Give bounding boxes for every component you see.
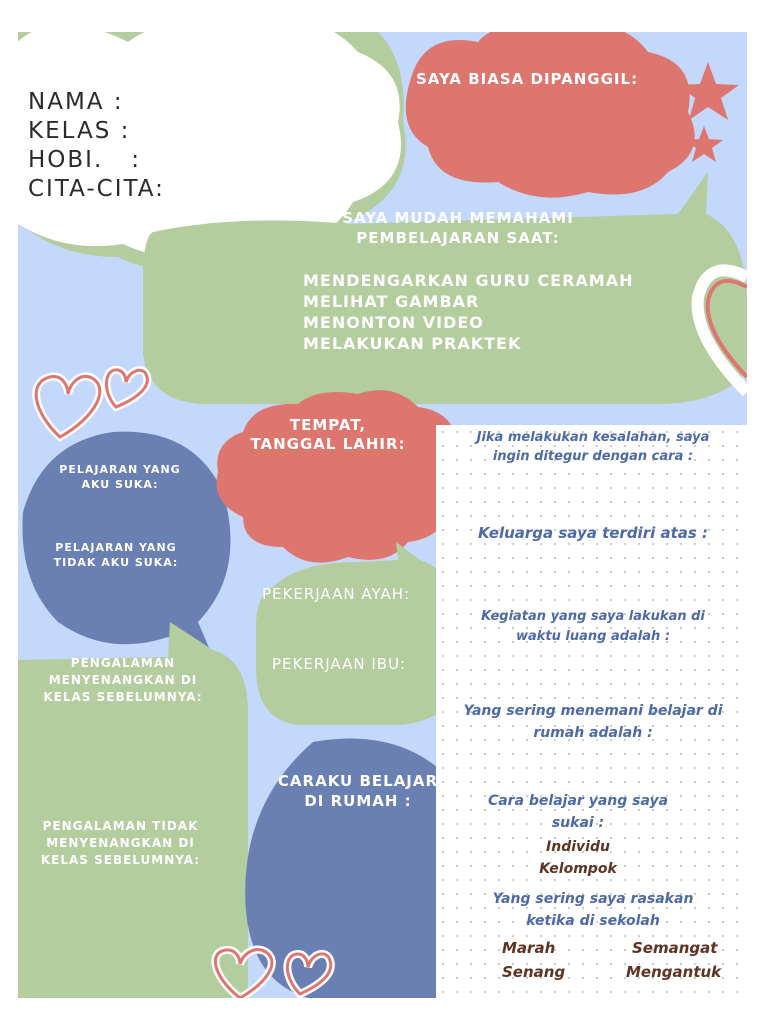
learning-title-line2: PEMBELAJARAN SAAT: — [356, 229, 560, 247]
liked-subjects-label — [40, 462, 200, 492]
hobi-label: HOBI. : — [28, 147, 141, 173]
style-options — [438, 836, 718, 880]
pleasant-line1: PENGALAMAN — [70, 656, 176, 670]
feeling-line2: ketika di sekolah — [526, 913, 660, 929]
pleasant-line3: KELAS SEBELUMNYA: — [43, 690, 203, 704]
liked-line2: AKU SUKA: — [81, 478, 159, 491]
mistake-line1: Jika melakukan kesalahan, saya — [476, 430, 710, 445]
hearts-left-icon — [36, 370, 147, 437]
nickname-label: SAYA BIASA DIPANGGIL: — [416, 70, 639, 88]
companion-question — [438, 700, 747, 744]
mother-job-label: PEKERJAAN IBU: — [272, 655, 407, 673]
home-study-line1: CARAKU BELAJAR — [277, 772, 439, 790]
disliked-subjects-label — [36, 540, 196, 570]
unpleasant-line2: MENYENANGKAN DI — [46, 836, 195, 850]
birth-label — [223, 416, 433, 454]
style-option: Individu — [546, 839, 610, 855]
leisure-line2: waktu luang adalah : — [515, 629, 671, 644]
style-question — [438, 790, 718, 834]
feeling-option: Mengantuk — [626, 963, 722, 981]
feeling-option: Marah — [502, 939, 556, 957]
style-line2: sukai : — [551, 815, 605, 831]
feeling-question — [438, 888, 747, 932]
nickname-cloud-shape — [406, 32, 695, 198]
learning-option: MENDENGARKAN GURU CERAMAH — [303, 271, 634, 290]
family-question: Keluarga saya terdiri atas : — [477, 524, 709, 542]
identity-fields — [28, 88, 165, 204]
parents-bubble-shape — [256, 542, 458, 725]
learning-option: MENONTON VIDEO — [303, 313, 484, 332]
disliked-line1: PELAJARAN YANG — [55, 541, 177, 554]
mistake-line2: ingin ditegur dengan cara : — [492, 449, 694, 464]
home-study-label — [258, 771, 458, 811]
learning-title — [308, 208, 608, 248]
feeling-option: Semangat — [632, 939, 718, 957]
leisure-line1: Kegiatan yang saya lakukan di — [481, 609, 705, 624]
leisure-question — [438, 607, 747, 647]
disliked-line2: TIDAK AKU SUKA: — [53, 556, 179, 569]
companion-line2: rumah adalah : — [533, 725, 653, 741]
liked-line1: PELAJARAN YANG — [59, 463, 181, 476]
unpleasant-line1: PENGALAMAN TIDAK — [42, 819, 199, 833]
kelas-label: KELAS : — [28, 118, 131, 144]
home-study-line2: DI RUMAH : — [304, 792, 412, 810]
unpleasant-experience-label — [18, 818, 223, 869]
learning-option: MELIHAT GAMBAR — [303, 292, 480, 311]
pleasant-experience-label — [18, 655, 228, 706]
style-line1: Cara belajar yang saya — [487, 793, 669, 809]
birth-line2: TANGGAL LAHIR: — [250, 435, 406, 453]
learning-options — [303, 270, 634, 354]
companion-line1: Yang sering menemani belajar di — [463, 703, 723, 719]
cita-cita-label: CITA-CITA: — [28, 176, 165, 202]
mistake-question — [438, 428, 747, 466]
learning-option: MELAKUKAN PRAKTEK — [303, 334, 522, 353]
nama-label: NAMA : — [28, 89, 124, 115]
learning-title-line1: SAYA MUDAH MEMAHAMI — [342, 209, 574, 227]
unpleasant-line3: KELAS SEBELUMNYA: — [40, 853, 201, 867]
worksheet — [18, 32, 747, 998]
father-job-label: PEKERJAAN AYAH: — [262, 585, 411, 603]
feeling-option: Senang — [502, 963, 566, 981]
style-option: Kelompok — [539, 861, 617, 877]
pleasant-line2: MENYENANGKAN DI — [48, 673, 198, 687]
birth-line1: TEMPAT, — [289, 416, 367, 434]
feeling-line1: Yang sering saya rasakan — [492, 891, 694, 907]
